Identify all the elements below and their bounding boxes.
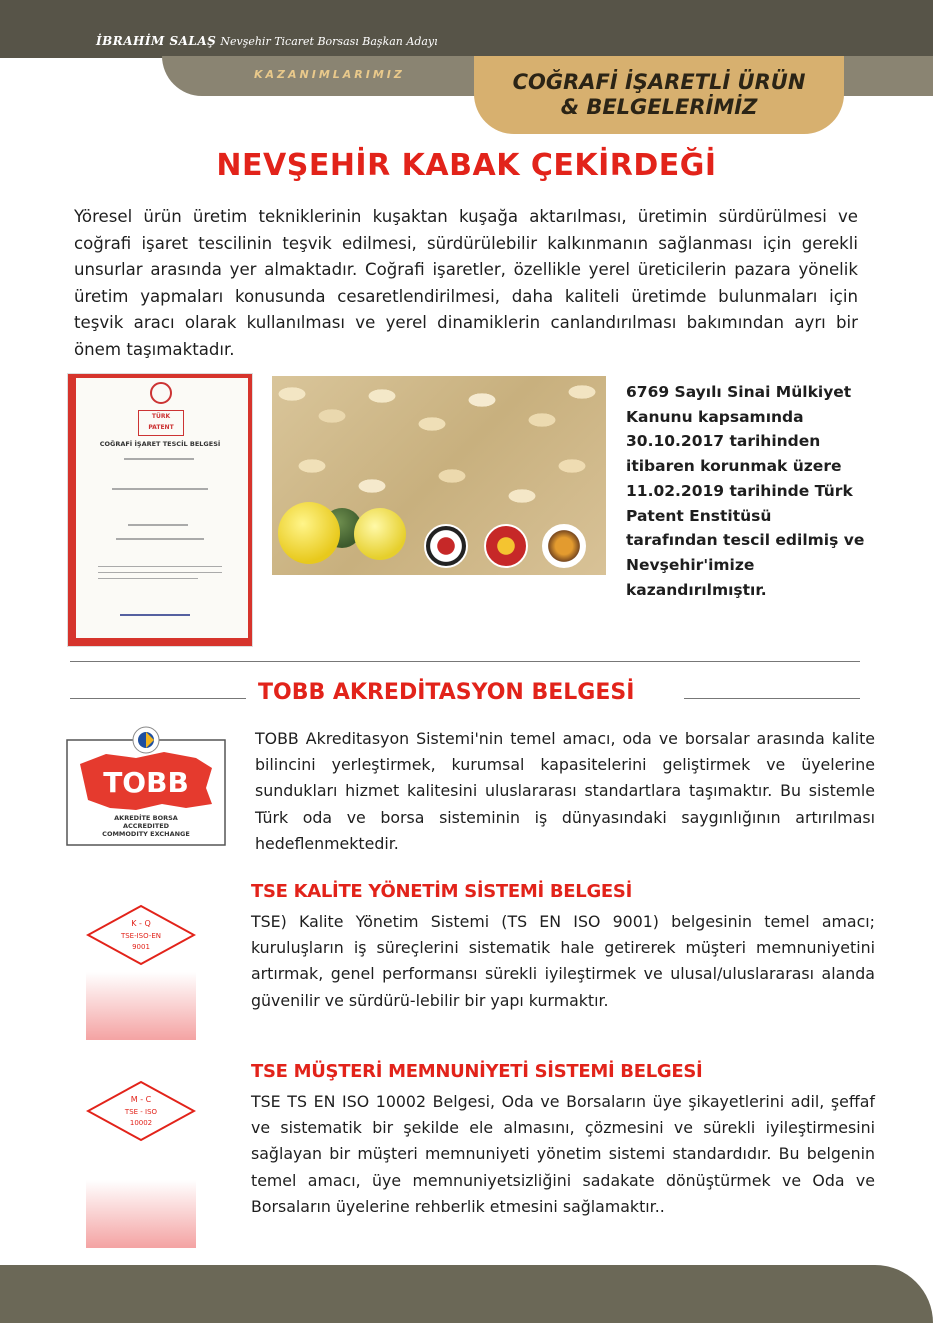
tse-9001-icon (86, 904, 196, 966)
tse-customer-title: TSE MÜŞTERİ MEMNUNİYETİ SİSTEMİ BELGESİ (251, 1061, 703, 1082)
tobb-title: TOBB AKREDİTASYON BELGESİ (258, 680, 635, 705)
candidate-subtitle: Nevşehir Ticaret Borsası Başkan Adayı (220, 35, 438, 48)
tse-10002-icon (86, 1080, 196, 1142)
tse-10002-line-3: 10002 (129, 1119, 153, 1127)
yellow-squash (278, 502, 340, 564)
candidate-name: İBRAHİM SALAŞ (96, 34, 217, 48)
icon-reflection (86, 972, 196, 1040)
header-name-line (96, 34, 438, 48)
cappadocia-emblem-icon (542, 524, 586, 568)
tobb-logo-text: TOBB (103, 766, 189, 799)
intro-paragraph: Yöresel ürün üretim tekniklerinin kuşaktan kuşağa aktarılması, üretimin sürdürülmesi ve coğrafi işaret tescilinin teşvik edilmesi, sürdürülebilir kalkınmanın sağlanması için gerekli unsurlar arasında yer almaktadır. Coğrafi işaretler, özellikle yerel üreticilerin pazara yönelik üretim yapmaları konusunda cesaretlendirilmesi, daha kaliteli üretimde bulunmaları için teşvik aracı olarak kullanılması ve yerel dinamiklerin canlandırılması bakımından ayrı bir önem taşımaktadır. (74, 207, 858, 359)
seal-icon (150, 382, 172, 404)
section-pill (474, 56, 844, 134)
yellow-squash (354, 508, 406, 560)
registration-text: 6769 Sayılı Sinai Mülkiyet Kanunu kapsamında 30.10.2017 tarihinden itibaren korunmak üzere 11.02.2019 tarihinde Türk Patent Enstitüsü tarafından tescil edilmiş ve Nevşehir'imize kazandırılmıştır. (626, 383, 865, 599)
emblem-icon (424, 524, 468, 568)
pumpkin-seeds-photo (272, 376, 606, 575)
tobb-paragraph: TOBB Akreditasyon Sistemi'nin temel amacı, oda ve borsalar arasında kalite bilincini yerleştirmek, kurumsal kapasitelerini geliştirmek ve üyelerine sundukları hizmet kalitesini uluslararası standartlara taşımaktır. Bu sistemle Türk oda ve borsa sisteminin iş dünyasındaki saygınlığının artırılması hedeflenmektedir. (255, 729, 875, 853)
pill-line-1: COĞRAFİ İŞARETLİ ÜRÜN (512, 70, 806, 94)
certificate-title: COĞRAFİ İŞARET TESCİL BELGESİ (99, 440, 221, 448)
certificate-image (67, 373, 253, 647)
tse-9001-line-3: 9001 (132, 943, 150, 951)
tse-10002-line-2: TSE - ISO (124, 1108, 158, 1116)
tse-customer-paragraph: TSE TS EN ISO 10002 Belgesi, Oda ve Borsaların üye şikayetlerini adil, şeffaf ve sistematik bir şekilde ele almasını, çözmesini ve sürekli iyileştirmesini sağlayan bir müşteri memnuniyeti yönetim sistemi standardıdır. Bu belgenin temel amacı, üye memnuniyetsizliğini sadakate dönüştürmek ve Oda ve Borsaların üyelerine rehberlik etmesini sağlamaktır.. (251, 1092, 875, 1216)
tobb-logo-sub-2: ACCREDITED (122, 822, 170, 830)
tse-10002-line-1: M - C (130, 1095, 152, 1104)
header-bar (0, 0, 933, 58)
divider (70, 698, 246, 699)
page-title: NEVŞEHİR KABAK ÇEKİRDEĞİ (216, 148, 717, 183)
tse-9001-line-2: TSE-ISO-EN (120, 932, 162, 940)
band-label: KAZANIMLARIMIZ (254, 68, 405, 81)
signature (120, 594, 190, 616)
tse-quality-paragraph: TSE) Kalite Yönetim Sistemi (TS EN ISO 9001) belgesinin temel amacı; kuruluşların iş süreçlerini sistematik hale getirerek müşteri memnuniyetini artırmak, genel performansı sürekli iyileştirmek ve ulusal/uluslararası alanda güvenilir ve sürdürü-lebilir bir yapı kurmaktır. (251, 912, 875, 1010)
tobb-logo-sub-1: AKREDİTE BORSA (114, 814, 178, 822)
tse-quality-title: TSE KALİTE YÖNETİM SİSTEMİ BELGESİ (251, 881, 632, 902)
tobb-logo (66, 724, 226, 846)
icon-reflection (86, 1180, 196, 1248)
divider (70, 661, 860, 662)
divider (684, 698, 860, 699)
geographical-indication-icon (484, 524, 528, 568)
footer-bar (0, 1265, 933, 1323)
turk-patent-logo: TÜRK PATENT (138, 410, 184, 436)
pill-line-2: & BELGELERİMİZ (560, 95, 758, 119)
tobb-logo-sub-3: COMMODITY EXCHANGE (102, 830, 190, 838)
tse-9001-line-1: K - Q (131, 919, 151, 928)
